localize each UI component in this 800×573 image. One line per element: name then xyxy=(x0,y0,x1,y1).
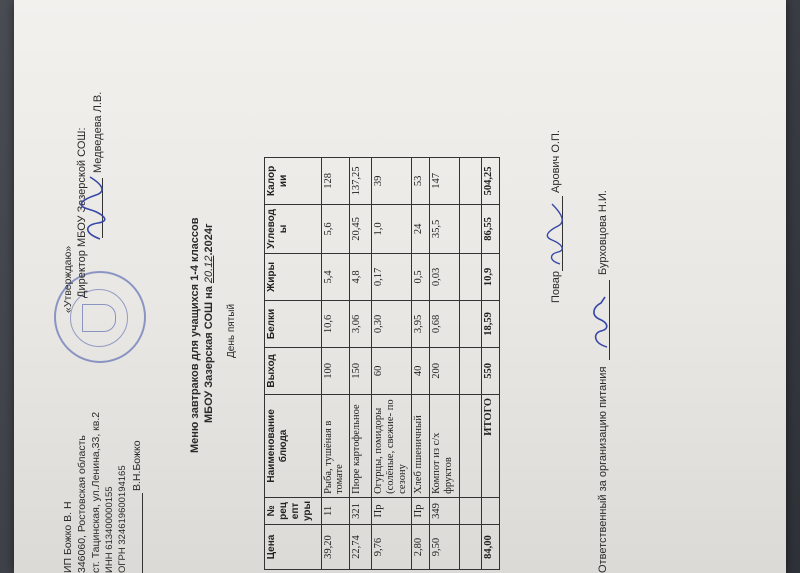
menu-title: Меню завтраков для учащихся 1-4 классов xyxy=(189,217,201,453)
cell: 11 xyxy=(322,497,350,524)
cell: 200 xyxy=(430,347,460,394)
cell: 9,50 xyxy=(430,525,460,570)
responsible-signature xyxy=(589,293,613,353)
menu-subtitle: МБОУ Зазерская СОШ на 20.12.2024г xyxy=(203,223,215,423)
total-cell xyxy=(482,497,500,524)
signature-line-left xyxy=(142,493,143,573)
cell: Рыба, тушёная в томате xyxy=(322,394,350,497)
cell: 0,68 xyxy=(430,300,460,347)
cell: Пр xyxy=(372,497,412,524)
address-street: ст. Тацинская, ул.Ленина,33, кв.2 xyxy=(90,411,102,573)
total-cell: 10,9 xyxy=(482,253,500,300)
cell: 35,5 xyxy=(430,204,460,253)
cell xyxy=(460,347,482,394)
cell: 128 xyxy=(322,157,350,204)
table-row xyxy=(460,157,482,569)
table-row xyxy=(372,157,412,569)
menu-date: 20.12 xyxy=(203,255,215,284)
cell: 0,5 xyxy=(412,253,430,300)
total-cell: 86,55 xyxy=(482,204,500,253)
cell: 9,76 xyxy=(372,525,412,570)
cell: 0,30 xyxy=(372,300,412,347)
cell: 39,20 xyxy=(322,525,350,570)
approve-label: «Утверждаю» xyxy=(62,245,74,313)
cell: 39 xyxy=(372,157,412,204)
total-cell: 18,59 xyxy=(482,300,500,347)
document-content xyxy=(14,0,784,573)
cell: 137,25 xyxy=(350,157,372,204)
cell: 5,6 xyxy=(322,204,350,253)
cell: 60 xyxy=(372,347,412,394)
cell: 24 xyxy=(412,204,430,253)
inn: ИНН 613400000155 xyxy=(104,486,115,573)
cell: 53 xyxy=(412,157,430,204)
cell: 4,8 xyxy=(350,253,372,300)
total-cell: 550 xyxy=(482,347,500,394)
table-row xyxy=(350,157,372,569)
director-signature xyxy=(80,173,106,243)
director-position: Директор МБОУ Зазерской СОШ: xyxy=(76,127,88,298)
entrepreneur-name: ИП Божко В. Н xyxy=(62,501,74,573)
cell: 40 xyxy=(412,347,430,394)
left-signer: В.Н.Божко xyxy=(131,440,143,491)
cook-label: Повар xyxy=(550,271,562,303)
menu-table xyxy=(264,157,500,570)
column-header: Углевод ы xyxy=(265,204,322,253)
cell: 1,0 xyxy=(372,204,412,253)
day-label: День пятый xyxy=(226,303,237,358)
cell: 0,17 xyxy=(372,253,412,300)
cell xyxy=(460,204,482,253)
table-row xyxy=(430,157,460,569)
cell xyxy=(460,394,482,497)
cell xyxy=(460,525,482,570)
responsible-name: Бурховцова Н.И. xyxy=(597,190,609,275)
column-header: Выход xyxy=(265,347,322,394)
column-header: № рец епт уры xyxy=(265,497,322,524)
table-row xyxy=(412,157,430,569)
cook-signature xyxy=(544,198,566,268)
cell: 20,45 xyxy=(350,204,372,253)
total-cell: 504,25 xyxy=(482,157,500,204)
column-header: Наименование блюда xyxy=(265,394,322,497)
cell: Хлеб пшеничный xyxy=(412,394,430,497)
total-cell: 84,00 xyxy=(482,525,500,570)
cell: 0,03 xyxy=(430,253,460,300)
responsible-label: Ответственный за организацию питания xyxy=(597,366,609,573)
cell: 2,80 xyxy=(412,525,430,570)
director-name: Медведева Л.В. xyxy=(92,91,104,173)
cell xyxy=(460,497,482,524)
cell: 321 xyxy=(350,497,372,524)
cell xyxy=(460,300,482,347)
table-total-row xyxy=(482,157,500,569)
cell: Огурцы, помидоры (солёные, свежие- по сезону xyxy=(372,394,412,497)
total-label: ИТОГО xyxy=(482,394,500,497)
cell: 150 xyxy=(350,347,372,394)
cell: Пюре картофельное xyxy=(350,394,372,497)
column-header: Белки xyxy=(265,300,322,347)
column-header: Жиры xyxy=(265,253,322,300)
table-row xyxy=(322,157,350,569)
cell: 22,74 xyxy=(350,525,372,570)
table-header-row xyxy=(265,157,322,569)
cell: 3,06 xyxy=(350,300,372,347)
address-region: 346060, Ростовская область xyxy=(76,435,88,573)
cell: Компот из с/х фруктов xyxy=(430,394,460,497)
cell: Пр xyxy=(412,497,430,524)
cell: 349 xyxy=(430,497,460,524)
column-header: Цена xyxy=(265,525,322,570)
cell: 5,4 xyxy=(322,253,350,300)
ogrn: ОГРН 324619600194165 xyxy=(117,465,128,573)
cell xyxy=(460,157,482,204)
cell: 3,95 xyxy=(412,300,430,347)
column-header: Калор ии xyxy=(265,157,322,204)
cook-name: Арович О.П. xyxy=(550,130,562,193)
cell: 147 xyxy=(430,157,460,204)
cell: 100 xyxy=(322,347,350,394)
cell xyxy=(460,253,482,300)
cell: 10,6 xyxy=(322,300,350,347)
